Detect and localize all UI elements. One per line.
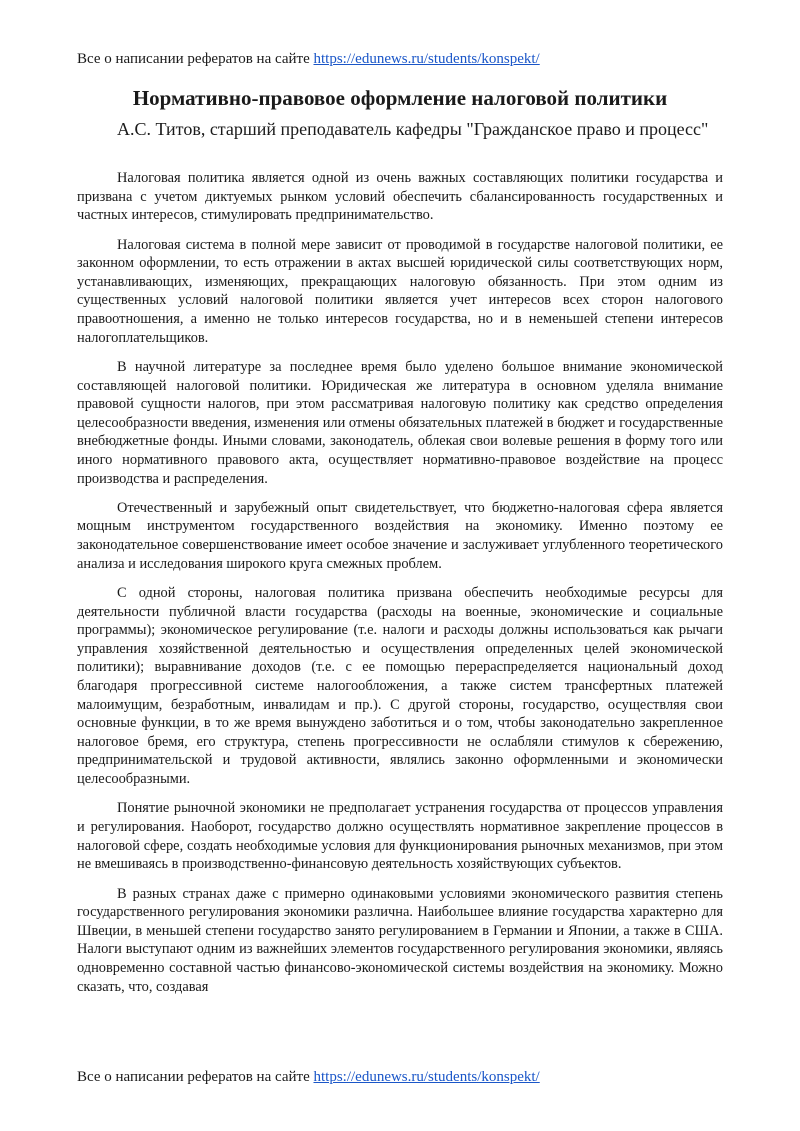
footer-text: Все о написании рефератов на сайте <box>77 1069 314 1085</box>
paragraph: В разных странах даже с примерно одинаковыми условиями экономического развития степень государственного регулирования экономики различна. Наибольшее влияние государства характерно для Швеции, в меньшей степени государство занято регулированием в Германии и Японии, а также в США. Налоги выступают одним из важнейших элементов государственного регулирования экономики, являясь одновременно составной частью финансово-экономической системы воздействия на экономику. Можно сказать, что, создавая <box>77 885 723 995</box>
paragraph: В научной литературе за последнее время было уделено большое внимание экономической составляющей налоговой политики. Юридическая же литература в основном уделяла внимание правовой сущности налогов, при этом рассматривая налоговую политику как средство определения целесообразности введения, изменения или отмены обязательных платежей в бюджет и государственные внебюджетные фонды. Иными словами, законодатель, облекая свои волевые решения в форму того или иного нормативного правового акта, осуществляет нормативно-правовое воздействие на процесс производства и распределения. <box>77 358 723 487</box>
paragraph: Понятие рыночной экономики не предполагает устранения государства от процессов управления и регулирования. Наоборот, государство должно осуществлять нормативное закрепление процессов в налоговой сфере, создать необходимые условия для функционирования рыночных механизмов, при этом не вмешиваясь в производственно-финансовую деятельность хозяйствующих субъектов. <box>77 800 723 873</box>
document-body <box>77 169 723 1007</box>
paragraph: Налоговая политика является одной из очень важных составляющих политики государства и призвана с учетом диктуемых рынком условий обеспечить сбалансированность государственных и частных интересов, стимулировать предпринимательство. <box>77 170 723 224</box>
header-link[interactable]: https://edunews.ru/students/konspekt/ <box>313 51 540 67</box>
paragraph: Налоговая система в полной мере зависит от проводимой в государстве налоговой политики, ее законном оформлении, то есть отражении в актах высшей юридической силы соответствующих норм, устанавливающих, изменяющих, прекращающих налоговую обязанность. При этом одним из существенных условий налоговой политики является учет интересов всех сторон налогового правоотношения, а именно не только интересов государства, но и в неменьшей степени интересов налогоплательщиков. <box>77 236 723 346</box>
paragraph: Отечественный и зарубежный опыт свидетельствует, что бюджетно-налоговая сфера является мощным инструментом государственного воздействия на экономику. Именно поэтому ее законодательное совершенствование имеет особое значение и заслуживает углубленного теоретического анализа и исследования широкого круга смежных проблем. <box>77 499 723 572</box>
footer-link[interactable]: https://edunews.ru/students/konspekt/ <box>313 1069 540 1085</box>
author-line: А.С. Титов, старший преподаватель кафедры "Гражданское право и процесс" <box>117 119 709 139</box>
page-footer <box>77 1068 540 1086</box>
paragraph: С одной стороны, налоговая политика призвана обеспечить необходимые ресурсы для деятельности публичной власти государства (расходы на военные, экономические и социальные программы); экономическое регулирование (т.е. налоги и расходы должны использоваться как рычаги управления хозяйственной деятельностью и осуществления определенных целей экономической политики); выравнивание доходов (т.е. с ее помощью перераспределяется национальный доход благодаря прогрессивной системе налогообложения, а также систем трансфертных платежей малоимущим, безработным, инвалидам и пр.). С другой стороны, государство, осуществляя свои основные функции, в то же время вынуждено заботиться и о том, чтобы законодательно закрепленное налоговое бремя, его структура, степень прогрессивности не ослабляли стимулов к сбережению, предпринимательской и трудовой активности, являлись законно оформленными и экономически целесообразными. <box>77 585 723 787</box>
document-title: Нормативно-правовое оформление налоговой политики <box>132 86 668 110</box>
header-text: Все о написании рефератов на сайте <box>77 51 314 67</box>
page-header <box>77 50 540 68</box>
